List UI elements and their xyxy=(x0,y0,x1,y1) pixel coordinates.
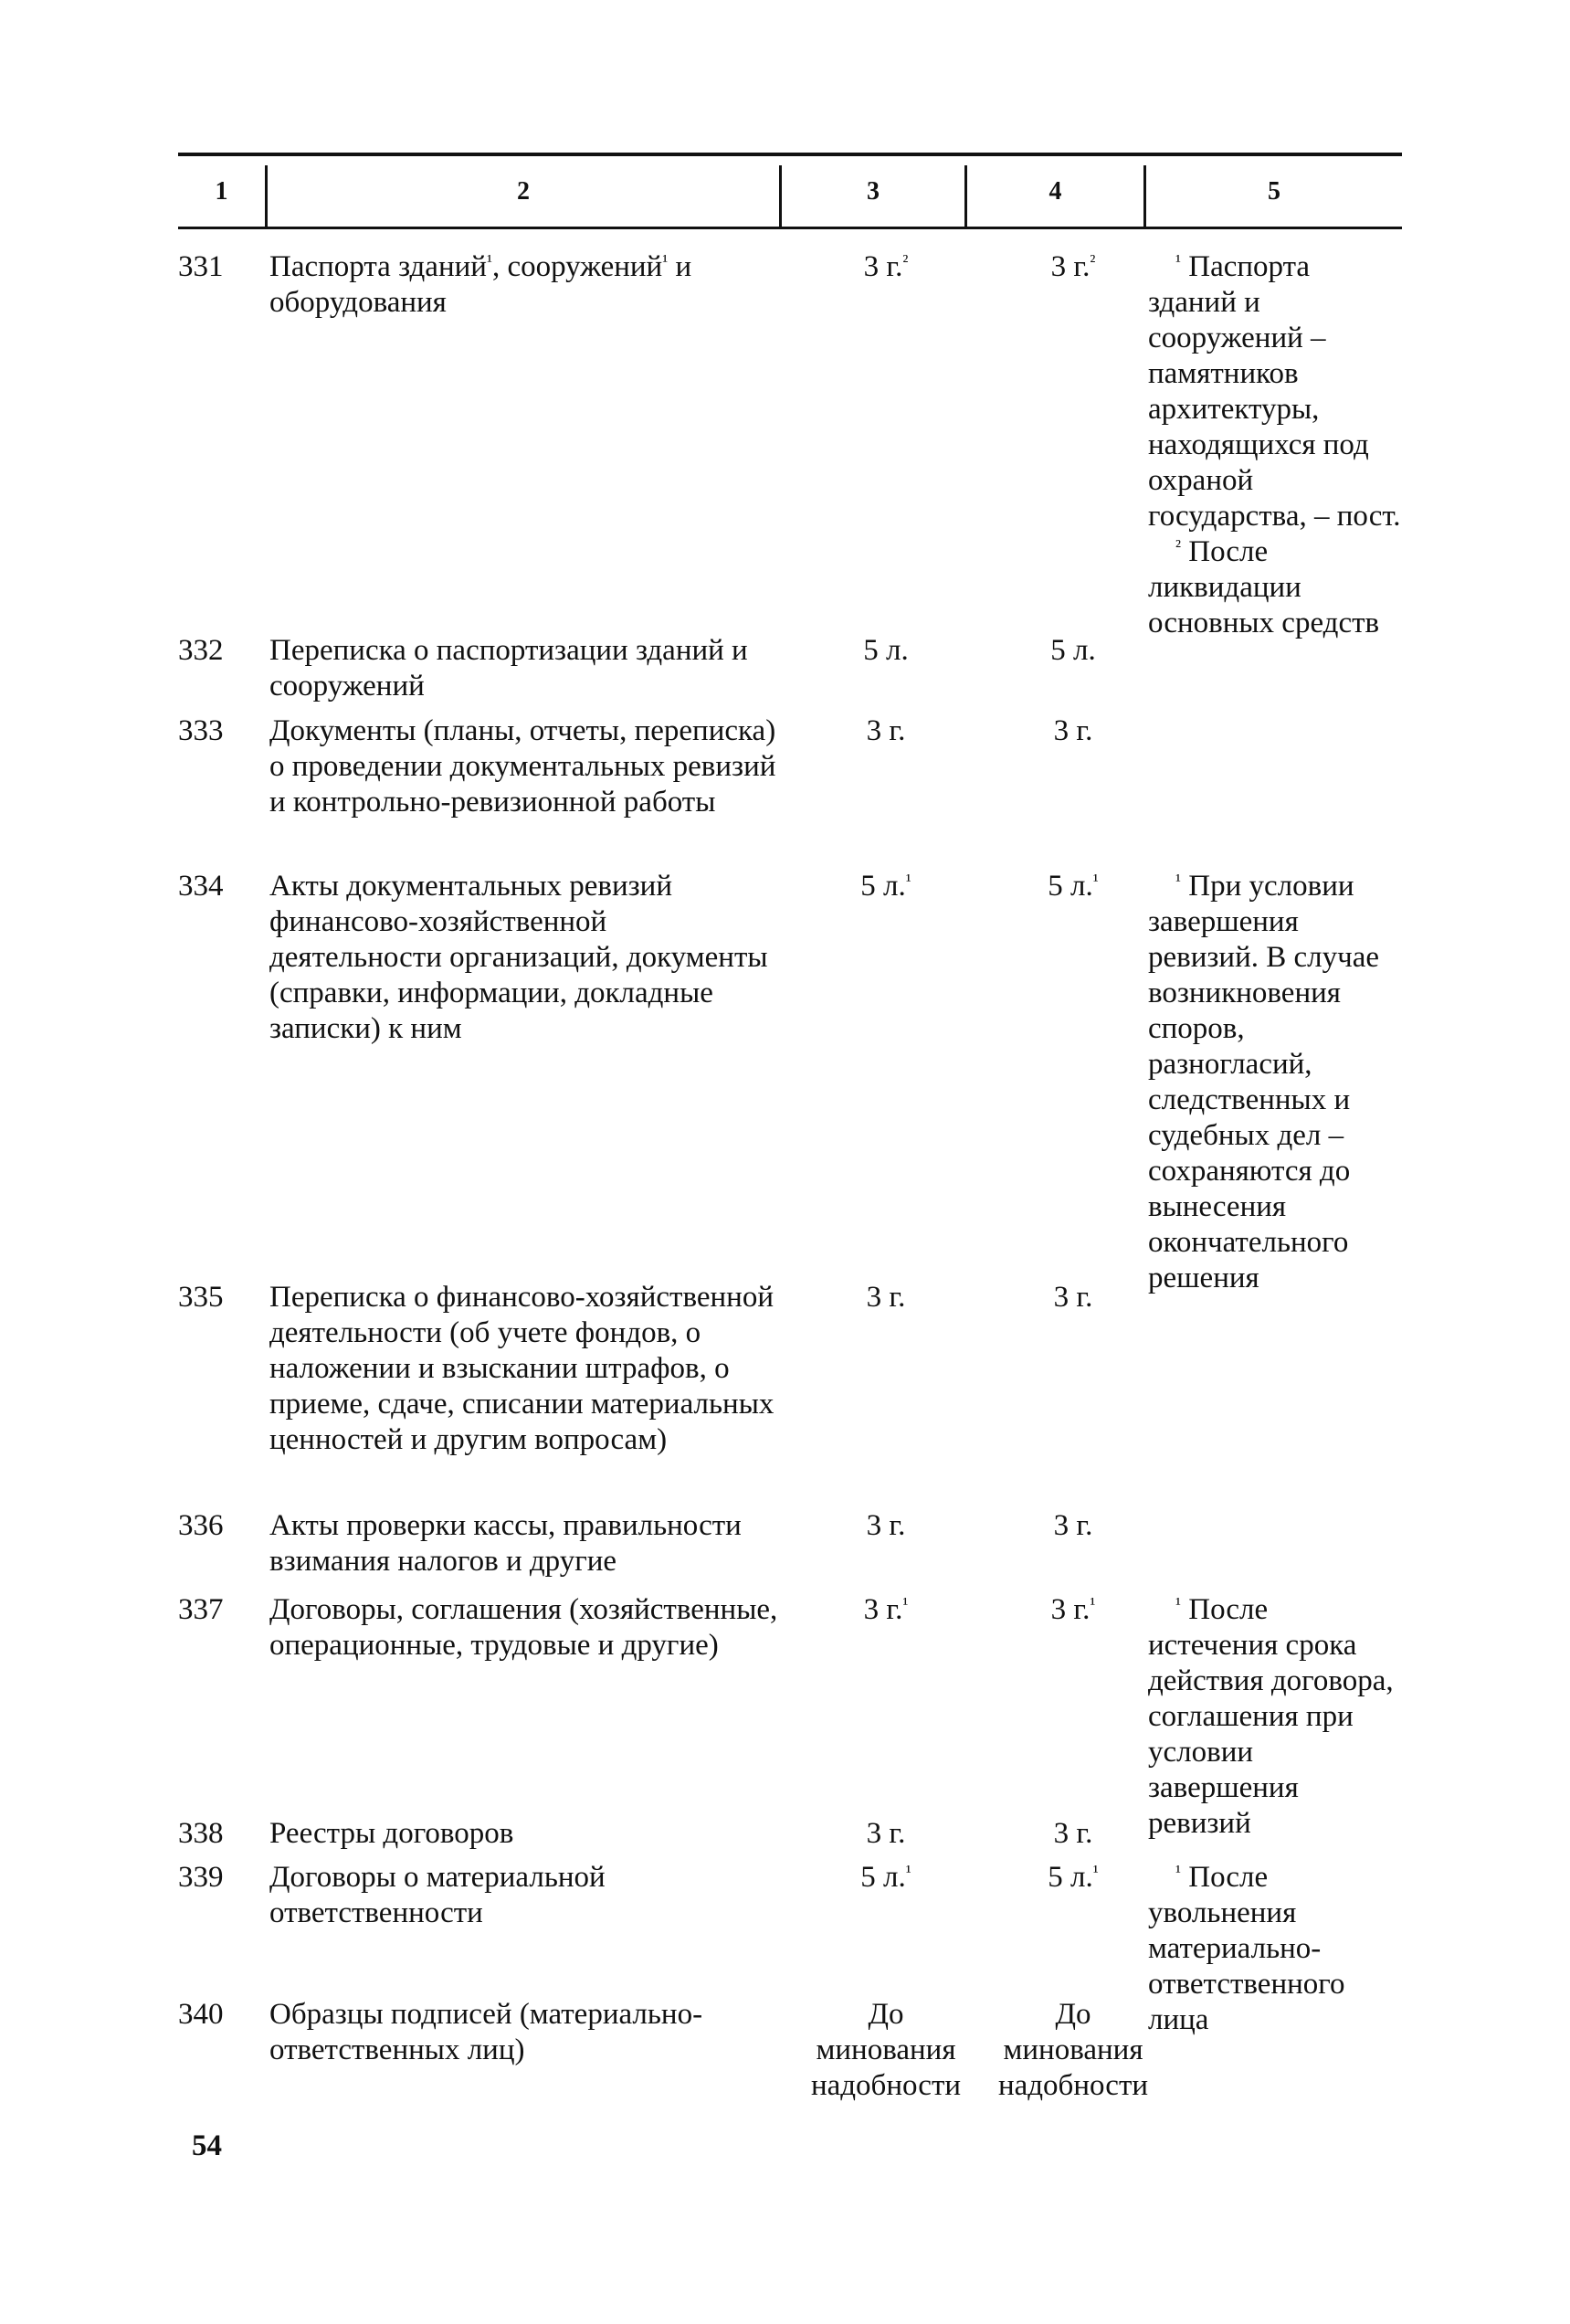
retention-col-3: 3 г. xyxy=(866,1817,906,1850)
footnote: $^{^1}$ При условии завершения ревизий. В случае возникновения споров, разногласий, следственных и судебных дел – сохраняются до вынесения окончательного решения xyxy=(1148,870,1380,1294)
document-title: Паспорта зданий$^{^1}$, сооружений$^{^1}$ и оборудования xyxy=(269,250,692,319)
header-col-2: 2 xyxy=(517,177,530,206)
document-title: Акты документальных ревизий финансово-хозяйственной деятельности организаций, документы (справки, информации, докладные записки) к ним xyxy=(269,870,768,1045)
row-number: 333 xyxy=(178,714,224,747)
document-title: Реестры договоров xyxy=(269,1817,514,1850)
retention-col-3: 3 г.$^{^2}$ xyxy=(863,250,909,283)
retention-col-3: 5 л. xyxy=(863,634,909,667)
retention-col-3: 5 л.$^{^1}$ xyxy=(860,1861,911,1894)
document-title: Документы (планы, отчеты, переписка) о проведении документальных ревизий и контрольно-ревизионной работы xyxy=(269,714,776,819)
header-col-5: 5 xyxy=(1268,177,1280,206)
retention-col-4: 5 л.$^{^1}$ xyxy=(1048,1861,1099,1894)
row-number: 332 xyxy=(178,634,224,667)
row-number: 331 xyxy=(178,250,224,283)
table-row xyxy=(178,1280,1402,1508)
row-note xyxy=(1148,249,1402,641)
table-body xyxy=(178,249,1402,2116)
footnote: $^{^1}$ После увольнения материально-ответственного лица xyxy=(1148,1861,1345,2036)
retention-col-3: До минования надобности xyxy=(810,1998,962,2102)
document-title: Образцы подписей (материально-ответственных лиц) xyxy=(269,1998,703,2066)
footnote: $^{^1}$ После истечения срока действия договора, соглашения при условии завершения ревизий xyxy=(1148,1593,1394,1840)
header-col-4: 4 xyxy=(1048,177,1062,206)
row-note xyxy=(1148,869,1402,1296)
retention-col-4: 3 г. xyxy=(1053,1509,1093,1542)
retention-col-4: 3 г.$^{^1}$ xyxy=(1050,1593,1096,1626)
document-title: Переписка о финансово-хозяйственной деятельности (об учете фондов, о наложении и взыскании штрафов, о приеме, сдаче, списании материальных ценностей и другим вопросам) xyxy=(269,1281,774,1456)
document-title: Договоры, соглашения (хозяйственные, операционные, трудовые и другие) xyxy=(269,1593,778,1662)
table-header xyxy=(178,153,1402,229)
table-row xyxy=(178,713,1402,869)
retention-col-4: 5 л.$^{^1}$ xyxy=(1048,870,1099,903)
header-col-3: 3 xyxy=(867,177,880,206)
row-note xyxy=(1148,1592,1402,1842)
document-title: Переписка о паспортизации зданий и сооружений xyxy=(269,634,748,702)
retention-col-3: 3 г. xyxy=(866,1281,906,1314)
table-row xyxy=(178,249,1402,639)
table-row xyxy=(178,1997,1402,2116)
table-row xyxy=(178,1508,1402,1592)
row-number: 334 xyxy=(178,870,224,903)
table-row xyxy=(178,869,1402,1294)
table-row xyxy=(178,633,1402,713)
document-title: Договоры о материальной ответственности xyxy=(269,1861,606,1929)
footnote: $^{^1}$ Паспорта зданий и сооружений – памятников архитектуры, находящихся под охраной государства, – пост. xyxy=(1148,250,1401,533)
retention-col-4: 3 г.$^{^2}$ xyxy=(1050,250,1096,283)
retention-col-3: 3 г. xyxy=(866,714,906,747)
row-number: 337 xyxy=(178,1593,224,1626)
retention-table xyxy=(178,153,1402,2116)
row-number: 336 xyxy=(178,1509,224,1542)
retention-col-3: 3 г.$^{^1}$ xyxy=(863,1593,909,1626)
retention-col-4: До минования надобности xyxy=(997,1998,1149,2102)
header-col-1: 1 xyxy=(215,177,228,206)
table-row xyxy=(178,1816,1402,1860)
row-number: 335 xyxy=(178,1281,224,1314)
retention-col-3: 5 л.$^{^1}$ xyxy=(860,870,911,903)
row-number: 339 xyxy=(178,1861,224,1894)
row-number: 340 xyxy=(178,1998,224,2031)
retention-col-3: 3 г. xyxy=(866,1509,906,1542)
document-title: Акты проверки кассы, правильности взимания налогов и другие xyxy=(269,1509,742,1578)
retention-col-4: 3 г. xyxy=(1053,1281,1093,1314)
retention-col-4: 3 г. xyxy=(1053,714,1093,747)
retention-col-4: 5 л. xyxy=(1050,634,1096,667)
page-number: 54 xyxy=(192,2129,222,2162)
footnote: $^{^2}$ После ликвидации основных средств xyxy=(1148,535,1380,639)
row-number: 338 xyxy=(178,1817,224,1850)
retention-col-4: 3 г. xyxy=(1053,1817,1093,1850)
